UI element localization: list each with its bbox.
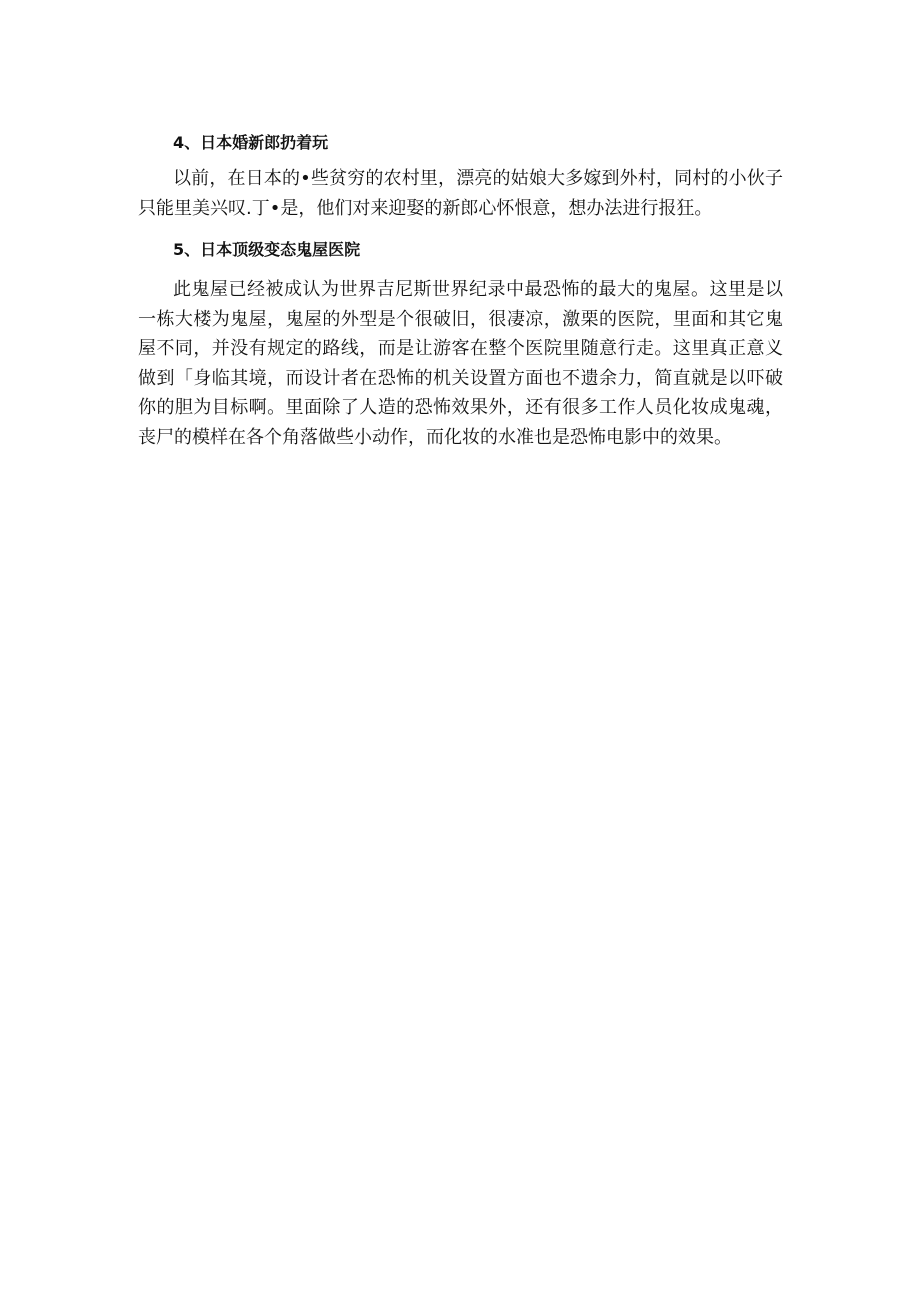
section-heading-5: 5、日本顶级变态鬼屋医院 (173, 240, 361, 259)
document-body (138, 128, 783, 452)
section-paragraph-5: 此鬼屋已经被成认为世界吉尼斯世界纪录中最恐怖的最大的鬼屋。这里是以一栋大楼为鬼屋，鬼屋的外型是个很破旧，很凄凉，激栗的医院，里面和其它鬼屋不同，并没有规定的路线，而是让游客在整个医院里随意行走。这里真正意义做到「身临其境，而设计者在恐怖的机关设置方面也不遗余力，简直就是以吓破你的胆为目标啊。里面除了人造的恐怖效果外，还有很多工作人员化妆成鬼魂，丧尸的模样在各个角落做些小动作，而化妆的水准也是恐怖电影中的效果。 (138, 279, 783, 448)
section-paragraph-4: 以前，在日本的•些贫穷的农村里，漂亮的姑娘大多嫁到外村，同村的小伙子只能里美兴叹.丁•是，他们对来迎娶的新郎心怀恨意，想办法进行报狂。 (138, 168, 783, 219)
section-heading-4: 4、日本婚新郎扔着玩 (173, 133, 329, 152)
